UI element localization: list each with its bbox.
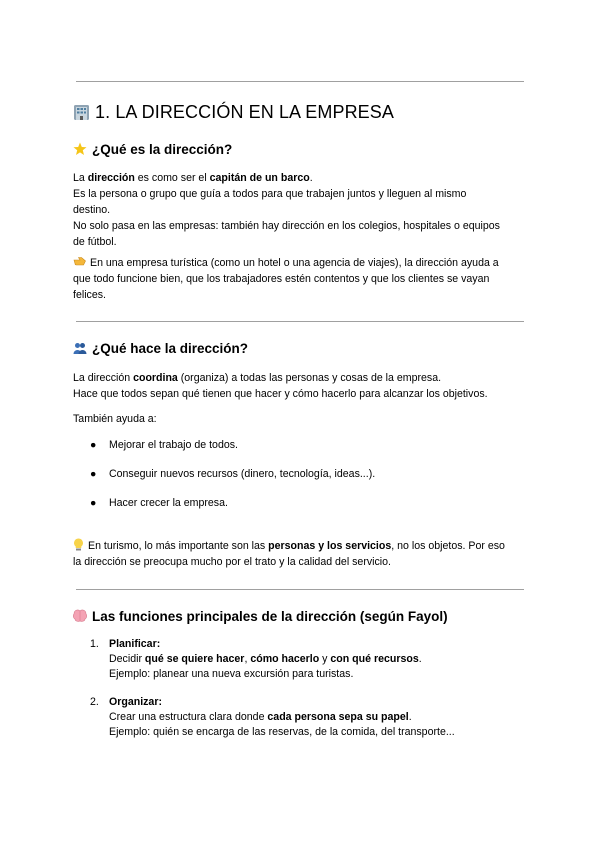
horizontal-rule [76,589,524,590]
people-icon [73,341,87,355]
heading-text: Las funciones principales de la dirección (según Fayol) [92,609,448,624]
list-item: ● Conseguir nuevos recursos (dinero, tecnología, ideas...). [90,468,376,480]
heading-text: ¿Qué hace la dirección? [92,341,249,356]
paragraph-que-es: La dirección es como ser el capitán de un barco. Es la persona o grupo que guía a todos para que trabajen juntos y lleguen al mismo destino. No solo pasa en las empresas: también hay dirección en los colegios, hospitales o equipos de fútbol. [73,172,500,248]
brain-icon [73,609,87,623]
horizontal-rule [76,321,524,322]
section-heading-que-hace [73,341,248,356]
heading-text: ¿Qué es la dirección? [92,142,233,157]
paragraph-turismo: En una empresa turística (como un hotel o una agencia de viajes), la dirección ayuda a que todo funcione bien, que los trabajadores estén contentos y que los clientes se vayan felices. [73,257,499,301]
paragraph-tambien: También ayuda a: [73,413,157,425]
light-bulb-icon [73,538,84,551]
horizontal-rule [76,81,524,82]
glowing-star-icon [73,142,87,156]
list-item: ● Hacer crecer la empresa. [90,497,228,509]
paragraph-tip: En turismo, lo más importante son las personas y los servicios, no los objetos. Por eso la dirección se preocupa mucho por el trato y la calidad del servicio. [73,540,505,568]
list-item: 2. Organizar: Crear una estructura clara donde cada persona sepa su papel. Ejemplo: quién se encarga de las reservas, de la comida, del transporte... [90,696,455,738]
title-text: 1. LA DIRECCIÓN EN LA EMPRESA [95,102,394,122]
list-item: 1. Planificar: Decidir qué se quiere hacer, cómo hacerlo y con qué recursos. Ejemplo: planear una nueva excursión para turistas. [90,638,422,680]
page-title [73,102,394,123]
list-item: ● Mejorar el trabajo de todos. [90,439,238,451]
pointing-right-hand-icon [73,256,86,267]
paragraph-que-hace: La dirección coordina (organiza) a todas las personas y cosas de la empresa. Hace que todos sepan qué tienen que hacer y cómo hacerlo para alcanzar los objetivos. [73,372,488,400]
office-building-icon [73,104,90,121]
section-heading-funciones [73,609,448,624]
section-heading-que-es [73,142,232,157]
